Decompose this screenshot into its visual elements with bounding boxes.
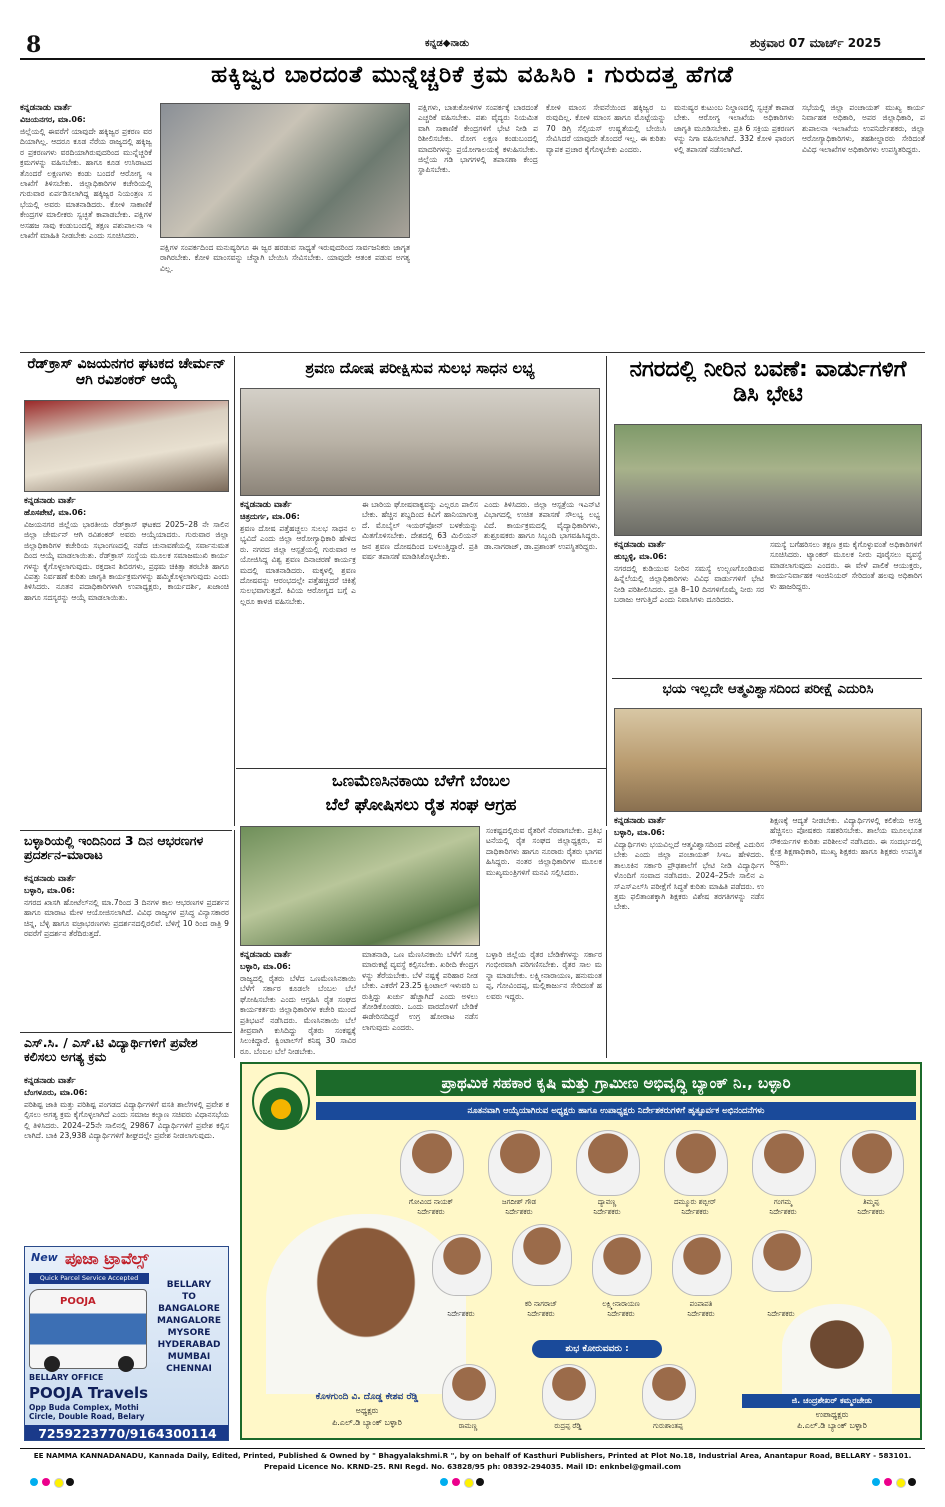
redcross-dateline: ಹೊಸಪೇಟೆ, ಮಾ.06: [24, 508, 87, 517]
director-role: ನಿರ್ದೇಶಕರು [593, 1208, 621, 1216]
director-photo [512, 1224, 572, 1286]
ad-address: Opp Buda Complex, Mothi Circle, Double Road, Belary [29, 1403, 145, 1421]
route-item: MANGALORE [157, 1316, 221, 1326]
vp-name: ಜಿ. ಚಂದ್ರಶೇಖರ್ ಕಮ್ಮರಚೇಡು [742, 1394, 922, 1408]
director-role: ನಿರ್ದೇಶಕರು [417, 1208, 445, 1216]
ad-tagline: Quick Parcel Service Accepted [29, 1273, 149, 1284]
director-name: ರುದ್ರಪ್ಪ ರೆಡ್ಡಿ [554, 1422, 582, 1430]
redcross-headline: ರೆಡ್‌ಕ್ರಾಸ್ ವಿಜಯನಗರ ಘಟಕದ ಚೇರ್ಮನ್ ಆಗಿ ರವಿಶಂಕರ್ ಆಯ್ಕೆ [27, 357, 226, 388]
wheel-icon [118, 1356, 134, 1372]
onion-headline-1: ಒಣಮೆಣಸಿನಕಾಯಿ ಬೆಳೆಗೆ ಬೆಂಬಲ [332, 772, 510, 790]
director-name: ಗಂಗಮ್ಮ [773, 1198, 793, 1206]
travels-ad[interactable] [24, 1246, 229, 1441]
route-item: BANGALORE [158, 1304, 220, 1314]
route-item: MYSORE [167, 1328, 211, 1338]
redcross-byline: ಕನ್ನಡನಾಡು ವಾರ್ತೆ [24, 496, 76, 506]
bank-title: ಪ್ರಾಥಮಿಕ ಸಹಕಾರ ಕೃಷಿ ಮತ್ತು ಗ್ರಾಮೀಣ ಅಭಿವೃದ್ಧಿ ಬ್ಯಾಂಕ್ ನಿ., ಬಳ್ಳಾರಿ [316, 1070, 916, 1096]
bank-ad[interactable] [240, 1062, 922, 1440]
director-name: ದ್ಯಾವಣ್ಣ [597, 1198, 617, 1206]
director-photo [542, 1364, 596, 1420]
jewel-byline: ಕನ್ನಡನಾಡು ವಾರ್ತೆ [24, 874, 76, 884]
route-item: CHENNAI [166, 1364, 212, 1374]
jewel-body: ನಗರದ ಖಾಸಗಿ ಹೋಟೆಲ್‌ನಲ್ಲಿ ಮಾ.7ರಿಂದ 3 ದಿನಗಳ ಕಾಲ ಆಭರಣಗಳ ಪ್ರದರ್ಶನ ಹಾಗೂ ಮಾರಾಟ ಮೇಳ ಆಯೋಜಿಸಲಾಗಿದೆ. ವಿವಿಧ ರಾಜ್ಯಗಳ ಪ್ರಸಿದ್ಧ ವಿನ್ಯಾಸಕಾರರ ಚಿನ್ನ, ಬೆಳ್ಳಿ ಹಾಗೂ ವಜ್ರಾಭರಣಗಳು ಪ್ರದರ್ಶನದಲ್ಲಿರಲಿವೆ. ಬೆಳಿಗ್ಗೆ 10 ರಿಂದ ರಾತ್ರಿ 9 ರವರೆಗೆ ಪ್ರದರ್ಶನ ತೆರೆದಿರುತ್ತದೆ. [24, 898, 229, 939]
water-photo [614, 424, 922, 536]
scst-dateline: ಬೆಂಗಳೂರು, ಮಾ.06: [24, 1088, 88, 1097]
vp-role: ಉಪಾಧ್ಯಕ್ಷರು [815, 1410, 849, 1419]
onion-col-3: ಸಂಕಷ್ಟದಲ್ಲಿರುವ ರೈತರಿಗೆ ನೆರವಾಗಬೇಕು. ಪ್ರತಿಭಟನೆಯಲ್ಲಿ ರೈತ ಸಂಘದ ಜಿಲ್ಲಾಧ್ಯಕ್ಷರು, ಪದಾಧಿಕಾರಿಗಳು ಹಾಗೂ ನೂರಾರು ರೈತರು ಭಾಗವಹಿಸಿದ್ದರು. ನಂತರ ಜಿಲ್ಲಾಧಿಕಾರಿಗಳ ಮೂಲಕ ಮುಖ್ಯಮಂತ್ರಿಗಳಿಗೆ ಮನವಿ ಸಲ್ಲಿಸಿದರು. [486, 826, 602, 877]
registration-mark-icon [66, 1478, 74, 1486]
ad-new-label: New [31, 1251, 58, 1264]
director-photo [840, 1130, 904, 1196]
scst-headline: ಎಸ್.ಸಿ. / ಎಸ್.ಟಿ ವಿದ್ಯಾರ್ಥಿಗಳಿಗೆ ಪ್ರವೇಶ ಕಲಿಸಲು ಅಗತ್ಯ ಕ್ರಮ [24, 1036, 198, 1064]
lead-photo [160, 103, 410, 238]
director-name: ಕರಿ ನಾಗರಾಜ್ [524, 1300, 558, 1308]
divider [236, 768, 606, 769]
lead-col-3: ಪಕ್ಷಿಗಳು, ಬಾತುಕೋಳಿಗಳ ಸಂಪರ್ಕಕ್ಕೆ ಬಾರದಂತೆ ಎಚ್ಚರಿಕೆ ವಹಿಸಬೇಕು. ಪಶು ವೈದ್ಯರು ನಿಯಮಿತವಾಗಿ ಸಾಕಾಣಿಕೆ ಕೇಂದ್ರಗಳಿಗೆ ಭೇಟಿ ನೀಡಿ ಪರಿಶೀಲಿಸಬೇಕು. ರೋಗ ಲಕ್ಷಣ ಕಂಡುಬಂದಲ್ಲಿ ಮಾದರಿಗಳನ್ನು ಪ್ರಯೋಗಾಲಯಕ್ಕೆ ಕಳುಹಿಸಬೇಕು. ಜಿಲ್ಲೆಯ ಗಡಿ ಭಾಗಗಳಲ್ಲಿ ತಪಾಸಣಾ ಕೇಂದ್ರ ಸ್ಥಾಪಿಸಬೇಕು. [418, 103, 538, 175]
registration-mark-icon [54, 1478, 64, 1488]
registration-mark-icon [42, 1478, 50, 1486]
director-role: ನಿರ್ದೇಶಕರು [681, 1208, 709, 1216]
water-headline: ನಗರದಲ್ಲಿ ನೀರಿನ ಬವಣೆ: ವಾರ್ಡುಗಳಿಗೆ ಡಿಸಿ ಭೇಟಿ [629, 358, 907, 407]
lead-col-6: ಸಭೆಯಲ್ಲಿ ಜಿಲ್ಲಾ ಪಂಚಾಯತ್ ಮುಖ್ಯ ಕಾರ್ಯನಿರ್ವಾಹಕ ಅಧಿಕಾರಿ, ಅಪರ ಜಿಲ್ಲಾಧಿಕಾರಿ, ಪಶುಪಾಲನಾ ಇಲಾಖೆಯ ಉಪನಿರ್ದೇಶಕರು, ಜಿಲ್ಲಾ ಆರೋಗ್ಯಾಧಿಕಾರಿಗಳು, ತಹಶೀಲ್ದಾರರು ಸೇರಿದಂತೆ ವಿವಿಧ ಇಲಾಖೆಗಳ ಅಧಿಕಾರಿಗಳು ಉಪಸ್ಥಿತರಿದ್ದರು. [802, 103, 925, 154]
hearing-dateline: ಚಿತ್ರದುರ್ಗ, ಮಾ.06: [240, 512, 300, 521]
exam-col-1: ವಿದ್ಯಾರ್ಥಿಗಳು ಭಯವಿಲ್ಲದೆ ಆತ್ಮವಿಶ್ವಾಸದಿಂದ ಪರೀಕ್ಷೆ ಎದುರಿಸಬೇಕು ಎಂದು ಜಿಲ್ಲಾ ಪಂಚಾಯತ್ ಸಿಇಒ ಹೇಳಿದರು. ತಾಲೂಕಿನ ಸರ್ಕಾರಿ ಪ್ರೌಢಶಾಲೆಗೆ ಭೇಟಿ ನೀಡಿ ವಿದ್ಯಾರ್ಥಿಗಳೊಂದಿಗೆ ಸಂವಾದ ನಡೆಸಿದರು. 2024–25ನೇ ಸಾಲಿನ ಎಸ್‌ಎಸ್‌ಎಲ್‌ಸಿ ಪರೀಕ್ಷೆಗೆ ಸಿದ್ಧತೆ ಕುರಿತು ಮಾಹಿತಿ ಪಡೆದರು. ಉತ್ತಮ ಫಲಿತಾಂಶಕ್ಕಾಗಿ ಶಿಕ್ಷಕರು ವಿಶೇಷ ತರಗತಿಗಳನ್ನು ನಡೆಸಬೇಕು. [614, 840, 764, 912]
registration-mark-icon [872, 1478, 880, 1486]
president-portrait [266, 1214, 466, 1394]
divider [20, 352, 925, 353]
president-name: ಕೊಳಗುಂದಿ ವಿ. ದೊಡ್ಡ ಕೇಶವ ರೆಡ್ಡಿ [315, 1392, 419, 1402]
registration-mark-icon [476, 1478, 484, 1486]
ad-name-en: POOJA Travels [29, 1384, 149, 1402]
director-role: ನಿರ್ದೇಶಕರು [857, 1208, 885, 1216]
paper-name: ಕನ್ನಡ◆ನಾಡು [425, 38, 470, 49]
director-role: ನಿರ್ದೇಶಕರು [607, 1310, 635, 1318]
imprint-line-2: Prepaid Licence No. KRND-25. RNI Regd. No. 63828/95 ph: 08392-294035. Mail ID: enknbel@gmail.com [263, 1462, 682, 1471]
director-photo [664, 1130, 728, 1196]
onion-col-1: ರಾಜ್ಯದಲ್ಲಿ ರೈತರು ಬೆಳೆದ ಒಣಮೆಣಸಿನಕಾಯಿ ಬೆಳೆಗೆ ಸರ್ಕಾರ ಕೂಡಲೇ ಬೆಂಬಲ ಬೆಲೆ ಘೋಷಿಸಬೇಕು ಎಂದು ಆಗ್ರಹಿಸಿ ರೈತ ಸಂಘದ ಕಾರ್ಯಕರ್ತರು ಜಿಲ್ಲಾಧಿಕಾರಿಗಳ ಕಚೇರಿ ಮುಂದೆ ಪ್ರತಿಭಟನೆ ನಡೆಸಿದರು. ಮೆಣಸಿನಕಾಯಿ ಬೆಲೆ ತೀವ್ರವಾಗಿ ಕುಸಿದಿದ್ದು ರೈತರು ಸಂಕಷ್ಟಕ್ಕೆ ಸಿಲುಕಿದ್ದಾರೆ. ಕ್ವಿಂಟಾಲ್‌ಗೆ ಕನಿಷ್ಠ 30 ಸಾವಿರ ರೂ. ಬೆಂಬಲ ಬೆಲೆ ನೀಡಬೇಕು. [240, 974, 356, 1055]
lead-headline: ಹಕ್ಕಿಜ್ವರ ಬಾರದಂತೆ ಮುನ್ನೆಚ್ಚರಿಕೆ ಕ್ರಮ ವಹಿಸಿರಿ : ಗುರುದತ್ತ ಹೆಗಡೆ [211, 63, 734, 88]
greeting-label: ಶುಭ ಕೋರುವವರು : [532, 1340, 662, 1358]
director-name: ಜಗದೀಶ್ ಗೌಡ [501, 1198, 537, 1206]
registration-mark-icon [452, 1478, 460, 1486]
water-byline: ಕನ್ನಡನಾಡು ವಾರ್ತೆ [614, 540, 666, 550]
registration-mark-icon [896, 1478, 906, 1488]
exam-col-2: ಶಿಕ್ಷಣಕ್ಕೆ ಆದ್ಯತೆ ನೀಡಬೇಕು. ವಿದ್ಯಾರ್ಥಿಗಳಲ್ಲಿ ಕಲಿಕೆಯ ಆಸಕ್ತಿ ಹೆಚ್ಚಿಸಲು ಪೋಷಕರು ಸಹಕರಿಸಬೇಕು. ಶಾಲೆಯ ಮೂಲಭೂತ ಸೌಕರ್ಯಗಳ ಕುರಿತು ಪರಿಶೀಲನೆ ನಡೆಸಿದರು. ಈ ಸಂದರ್ಭದಲ್ಲಿ ಕ್ಷೇತ್ರ ಶಿಕ್ಷಣಾಧಿಕಾರಿ, ಮುಖ್ಯ ಶಿಕ್ಷಕರು ಹಾಗೂ ಶಿಕ್ಷಕರು ಉಪಸ್ಥಿತರಿದ್ದರು. [770, 816, 922, 867]
route-list [149, 1279, 229, 1375]
onion-col-4: ಬಳ್ಳಾರಿ ಜಿಲ್ಲೆಯ ರೈತರ ಬೇಡಿಕೆಗಳನ್ನು ಸರ್ಕಾರ ಗಂಭೀರವಾಗಿ ಪರಿಗಣಿಸಬೇಕು. ರೈತರ ಸಾಲ ಮನ್ನಾ ಮಾಡಬೇಕು. ಲಕ್ಷ್ಮೀನಾರಾಯಣ, ಹನುಮಂತಪ್ಪ, ಗೋವಿಂದಪ್ಪ, ಮಲ್ಲಿಕಾರ್ಜುನ ಸೇರಿದಂತೆ ಹಲವರು ಇದ್ದರು. [486, 950, 602, 1001]
president-role: ಅಧ್ಯಕ್ಷರು [355, 1406, 379, 1415]
vp-portrait [782, 1304, 892, 1394]
masthead [20, 32, 925, 56]
director-photo [442, 1364, 496, 1420]
director-photo [642, 1364, 696, 1420]
lead-byline: ಕನ್ನಡನಾಡು ವಾರ್ತೆ [20, 103, 72, 113]
bank-logo-icon [252, 1072, 310, 1130]
jewel-headline: ಬಳ್ಳಾರಿಯಲ್ಲಿ ಇಂದಿನಿಂದ 3 ದಿನ ಆಭರಣಗಳ ಪ್ರದರ್ಶನ–ಮಾರಾಟ [24, 834, 204, 862]
scst-body: ಪರಿಶಿಷ್ಟ ಜಾತಿ ಮತ್ತು ಪರಿಶಿಷ್ಟ ಪಂಗಡದ ವಿದ್ಯಾರ್ಥಿಗಳಿಗೆ ವಸತಿ ಶಾಲೆಗಳಲ್ಲಿ ಪ್ರವೇಶ ಕಲ್ಪಿಸಲು ಅಗತ್ಯ ಕ್ರಮ ಕೈಗೊಳ್ಳಲಾಗಿದೆ ಎಂದು ಸಮಾಜ ಕಲ್ಯಾಣ ಸಚಿವರು ವಿಧಾನಸಭೆಯಲ್ಲಿ ತಿಳಿಸಿದರು. 2024–25ನೇ ಸಾಲಿನಲ್ಲಿ 29867 ವಿದ್ಯಾರ್ಥಿಗಳಿಗೆ ಪ್ರವೇಶ ಕಲ್ಪಿಸಲಾಗಿದೆ. ಬಾಕಿ 23,938 ವಿದ್ಯಾರ್ಥಿಗಳಿಗೆ ಶೀಘ್ರದಲ್ಲೇ ಪ್ರವೇಶ ನೀಡಲಾಗುವುದು. [24, 1100, 229, 1141]
masthead-rule [20, 58, 925, 60]
divider [20, 1032, 232, 1033]
registration-mark-icon [464, 1478, 474, 1488]
exam-headline: ಭಯ ಇಲ್ಲದೇ ಆತ್ಮವಿಶ್ವಾಸದಿಂದ ಪರೀಕ್ಷೆ ಎದುರಿಸಿ [662, 682, 874, 697]
director-role: ನಿರ್ದೇಶಕರು [505, 1208, 533, 1216]
registration-mark-icon [30, 1478, 38, 1486]
president-bank: ಪಿ.ಎಲ್.ಡಿ ಬ್ಯಾಂಕ್ ಬಳ್ಳಾರಿ [332, 1418, 402, 1427]
scst-byline: ಕನ್ನಡನಾಡು ವಾರ್ತೆ [24, 1076, 76, 1086]
director-photo [592, 1234, 652, 1296]
water-col-1: ನಗರದಲ್ಲಿ ಕುಡಿಯುವ ನೀರಿನ ಸಮಸ್ಯೆ ಉಲ್ಬಣಗೊಂಡಿರುವ ಹಿನ್ನೆಲೆಯಲ್ಲಿ ಜಿಲ್ಲಾಧಿಕಾರಿಗಳು ವಿವಿಧ ವಾರ್ಡುಗಳಿಗೆ ಭೇಟಿ ನೀಡಿ ಪರಿಶೀಲಿಸಿದರು. ಪ್ರತಿ 8–10 ದಿನಗಳಿಗೊಮ್ಮೆ ನೀರು ಸರಬರಾಜು ಆಗುತ್ತಿದೆ ಎಂದು ನಿವಾಸಿಗಳು ದೂರಿದರು. [614, 564, 764, 605]
bank-subtitle: ನೂತನವಾಗಿ ಆಯ್ಕೆಯಾಗಿರುವ ಅಧ್ಯಕ್ಷರು ಹಾಗೂ ಉಪಾಧ್ಯಕ್ಷರು ನಿರ್ದೇಶಕರುಗಳಿಗೆ ಹೃತ್ಪೂರ್ವಕ ಅಭಿನಂದನೆಗಳು [316, 1102, 916, 1120]
lead-story [20, 103, 925, 348]
hearing-col-1: ಶ್ರವಣ ದೋಷ ಪತ್ತೆಹಚ್ಚಲು ಸುಲಭ ಸಾಧನ ಲಭ್ಯವಿದೆ ಎಂದು ಜಿಲ್ಲಾ ಆರೋಗ್ಯಾಧಿಕಾರಿ ಹೇಳಿದರು. ನಗರದ ಜಿಲ್ಲಾ ಆಸ್ಪತ್ರೆಯಲ್ಲಿ ಗುರುವಾರ ಆಯೋಜಿಸಿದ್ದ ವಿಶ್ವ ಶ್ರವಣ ದಿನಾಚರಣೆ ಕಾರ್ಯಕ್ರಮದಲ್ಲಿ ಮಾತನಾಡಿದರು. ಮಕ್ಕಳಲ್ಲಿ ಶ್ರವಣ ದೋಷವನ್ನು ಆರಂಭದಲ್ಲೇ ಪತ್ತೆಹಚ್ಚಿದರೆ ಚಿಕಿತ್ಸೆ ಸುಲಭವಾಗುತ್ತದೆ. ಕಿವಿಯ ಆರೋಗ್ಯದ ಬಗ್ಗೆ ಎಲ್ಲರೂ ಕಾಳಜಿ ವಹಿಸಬೇಕು. [240, 524, 356, 606]
director-photo [752, 1130, 816, 1196]
hearing-col-2: ಈ ಬಾರಿಯ ಘೋಷವಾಕ್ಯವನ್ನು ಎಲ್ಲರೂ ಪಾಲಿಸಬೇಕು. ಹೆಚ್ಚಿನ ಶಬ್ದದಿಂದ ಕಿವಿಗೆ ಹಾನಿಯಾಗುತ್ತದೆ. ಮೊಬೈಲ್ ಇಯರ್‌ಫೋನ್ ಬಳಕೆಯನ್ನು ಮಿತಗೊಳಿಸಬೇಕು. ದೇಶದಲ್ಲಿ 63 ಮಿಲಿಯನ್ ಜನ ಶ್ರವಣ ದೋಷದಿಂದ ಬಳಲುತ್ತಿದ್ದಾರೆ. ಪ್ರತಿ ವರ್ಷ ತಪಾಸಣೆ ಮಾಡಿಸಿಕೊಳ್ಳಬೇಕು. [362, 500, 478, 562]
onion-headline-2: ಬೆಲೆ ಘೋಷಿಸಲು ರೈತ ಸಂಘ ಆಗ್ರಹ [325, 796, 517, 814]
water-dateline: ಹುಬ್ಬಳ್ಳಿ, ಮಾ.06: [614, 552, 667, 561]
lead-col-2: ಪಕ್ಷಿಗಳ ಸಂಪರ್ಕದಿಂದ ಮನುಷ್ಯರಿಗೂ ಈ ಜ್ವರ ಹರಡುವ ಸಾಧ್ಯತೆ ಇರುವುದರಿಂದ ಸಾರ್ವಜನಿಕರು ಜಾಗೃತರಾಗಿರಬೇಕು. ಕೋಳಿ ಮಾಂಸವನ್ನು ಚೆನ್ನಾಗಿ ಬೇಯಿಸಿ ಸೇವಿಸಬೇಕು. ಯಾವುದೇ ಆತಂಕ ಪಡುವ ಅಗತ್ಯವಿಲ್ಲ. [160, 243, 410, 273]
page-number: 8 [26, 32, 42, 58]
redcross-photo [24, 400, 229, 492]
lead-col-5: ಮನುಷ್ಯರ ಕುಟುಂಬ ನಿಲ್ದಾಣದಲ್ಲಿ ಸ್ವಚ್ಛತೆ ಕಾಪಾಡಬೇಕು. ಆರೋಗ್ಯ ಇಲಾಖೆಯ ಅಧಿಕಾರಿಗಳು ಜಾಗೃತಿ ಮೂಡಿಸಬೇಕು. ಪ್ರತಿ 6 ಸಕ್ರಿಯ ಪ್ರಕರಣಗಳನ್ನು ನಿಗಾ ವಹಿಸಲಾಗಿದೆ. 332 ಕೋಳಿ ಫಾರಂಗಳಲ್ಲಿ ತಪಾಸಣೆ ನಡೆಸಲಾಗಿದೆ. [674, 103, 794, 154]
director-photo [576, 1130, 640, 1196]
director-role: ನಿರ್ದೇಶಕರು [769, 1208, 797, 1216]
director-name: ಪಂಪಾಪತಿ [689, 1300, 713, 1308]
director-photo [672, 1234, 732, 1296]
registration-mark-icon [884, 1478, 892, 1486]
director-photo [752, 1230, 812, 1292]
exam-byline: ಕನ್ನಡನಾಡು ವಾರ್ತೆ [614, 816, 666, 826]
imprint-line-1: EE NAMMA KANNADANADU, Kannada Daily, Edited, Printed, Published & Owned by " Bhagyalakshmi.R ", by on behalf of Kasthuri Publishers, Printed at Plot No.18, Industrial Area, Anantapur Road, BELLARY - 583101. [33, 1451, 912, 1460]
director-role: ನಿರ್ದೇಶಕರು [527, 1310, 555, 1318]
bus-illustration [29, 1289, 147, 1369]
director-photo [488, 1130, 552, 1196]
lead-col-4: ಕೋಳಿ ಮಾಂಸ ಸೇವನೆಯಿಂದ ಹಕ್ಕಿಜ್ವರ ಬರುವುದಿಲ್ಲ. ಕೋಳಿ ಮಾಂಸ ಹಾಗೂ ಮೊಟ್ಟೆಯನ್ನು 70 ಡಿಗ್ರಿ ಸೆಲ್ಸಿಯಸ್ ಉಷ್ಣತೆಯಲ್ಲಿ ಬೇಯಿಸಿ ಸೇವಿಸಿದರೆ ಯಾವುದೇ ತೊಂದರೆ ಇಲ್ಲ. ಈ ಕುರಿತು ವ್ಯಾಪಕ ಪ್ರಚಾರ ಕೈಗೊಳ್ಳಬೇಕು ಎಂದರು. [546, 103, 666, 154]
exam-photo [614, 708, 922, 812]
divider [20, 830, 232, 831]
onion-byline: ಕನ್ನಡನಾಡು ವಾರ್ತೆ [240, 950, 292, 960]
director-name: ದಮ್ಮೂರು ಶಬ್ಬೀರ್ [673, 1198, 717, 1206]
ad-office: BELLARY OFFICE [29, 1373, 104, 1382]
director-name: ತಿಮ್ಮಪ್ಪ [862, 1198, 880, 1206]
hearing-col-3: ಎಂದು ತಿಳಿಸಿದರು. ಜಿಲ್ಲಾ ಆಸ್ಪತ್ರೆಯ ಇಎನ್‌ಟಿ ವಿಭಾಗದಲ್ಲಿ ಉಚಿತ ತಪಾಸಣೆ ಸೌಲಭ್ಯ ಲಭ್ಯವಿದೆ. ಕಾರ್ಯಕ್ರಮದಲ್ಲಿ ವೈದ್ಯಾಧಿಕಾರಿಗಳು, ಶುಶ್ರೂಷಕರು ಹಾಗೂ ಸಿಬ್ಬಂದಿ ಭಾಗವಹಿಸಿದ್ದರು. ಡಾ.ನಾಗರಾಜ್, ಡಾ.ಪ್ರಶಾಂತ್ ಉಪಸ್ಥಿತರಿದ್ದರು. [484, 500, 600, 551]
director-role: ನಿರ್ದೇಶಕರು [767, 1310, 795, 1318]
hearing-headline: ಶ್ರವಣ ದೋಷ ಪರೀಕ್ಷಿಸುವ ಸುಲಭ ಸಾಧನ ಲಭ್ಯ [305, 360, 535, 377]
director-role: ನಿರ್ದೇಶಕರು [447, 1310, 475, 1318]
bus-text: POOJA [60, 1296, 96, 1307]
divider [234, 830, 235, 1058]
divider [606, 830, 607, 1058]
onion-col-2: ಮಾತನಾಡಿ, ಒಣ ಮೆಣಸಿನಕಾಯಿ ಬೆಳೆಗೆ ಸೂಕ್ತ ಮಾರುಕಟ್ಟೆ ವ್ಯವಸ್ಥೆ ಕಲ್ಪಿಸಬೇಕು. ಖರೀದಿ ಕೇಂದ್ರಗಳನ್ನು ತೆರೆಯಬೇಕು. ಬೆಳೆ ನಷ್ಟಕ್ಕೆ ಪರಿಹಾರ ನೀಡಬೇಕು. ಎಕರೆಗೆ 23.25 ಕ್ವಿಂಟಾಲ್ ಇಳುವರಿ ಬರುತ್ತಿದ್ದು ಖರ್ಚು ಹೆಚ್ಚಾಗಿದೆ ಎಂದು ಅಳಲು ತೋಡಿಕೊಂಡರು. ಒಂದು ವಾರದೊಳಗೆ ಬೇಡಿಕೆ ಈಡೇರಿಸದಿದ್ದರೆ ಉಗ್ರ ಹೋರಾಟ ನಡೆಸಲಾಗುವುದು ಎಂದರು. [362, 950, 478, 1032]
director-name: ಗೋವಿಂದ ನಾಯಕ್ [408, 1198, 454, 1206]
director-photo [400, 1130, 464, 1196]
wheel-icon [44, 1356, 60, 1372]
redcross-body: ವಿಜಯನಗರ ಜಿಲ್ಲೆಯ ಭಾರತೀಯ ರೆಡ್‌ಕ್ರಾಸ್ ಘಟಕದ 2025–28 ನೇ ಸಾಲಿನ ಜಿಲ್ಲಾ ಚೇರ್ಮನ್ ಆಗಿ ರವಿಶಂಕರ್ ಅವರು ಆಯ್ಕೆಯಾದರು. ಗುರುವಾರ ಜಿಲ್ಲಾ ಜಿಲ್ಲಾಧಿಕಾರಿಗಳ ಕಚೇರಿಯ ಸಭಾಂಗಣದಲ್ಲಿ ನಡೆದ ಚುನಾವಣೆಯಲ್ಲಿ ಸರ್ವಾನುಮತದಿಂದ ಆಯ್ಕೆ ಮಾಡಲಾಯಿತು. ರೆಡ್‌ಕ್ರಾಸ್ ಸಂಸ್ಥೆಯ ಮೂಲಕ ಸಮಾಜಮುಖಿ ಕಾರ್ಯಗಳನ್ನು ಕೈಗೊಳ್ಳಲಾಗುವುದು. ರಕ್ತದಾನ ಶಿಬಿರಗಳು, ಪ್ರಥಮ ಚಿಕಿತ್ಸಾ ತರಬೇತಿ ಹಾಗೂ ವಿಪತ್ತು ನಿರ್ವಹಣೆ ಕುರಿತು ಜಾಗೃತಿ ಕಾರ್ಯಕ್ರಮಗಳನ್ನು ಹಮ್ಮಿಕೊಳ್ಳಲಾಗುವುದು ಎಂದು ತಿಳಿಸಿದರು. ನೂತನ ಪದಾಧಿಕಾರಿಗಳಾಗಿ ಉಪಾಧ್ಯಕ್ಷರು, ಕಾರ್ಯದರ್ಶಿ, ಖಜಾಂಚಿ ಹಾಗೂ ಸದಸ್ಯರನ್ನು ಆಯ್ಕೆ ಮಾಡಲಾಯಿತು. [24, 520, 229, 602]
divider [606, 356, 607, 826]
water-col-2: ಸಮಸ್ಯೆ ಬಗೆಹರಿಸಲು ತಕ್ಷಣ ಕ್ರಮ ಕೈಗೊಳ್ಳುವಂತೆ ಅಧಿಕಾರಿಗಳಿಗೆ ಸೂಚಿಸಿದರು. ಟ್ಯಾಂಕರ್ ಮೂಲಕ ನೀರು ಪೂರೈಸಲು ವ್ಯವಸ್ಥೆ ಮಾಡಲಾಗುವುದು ಎಂದರು. ಈ ವೇಳೆ ಪಾಲಿಕೆ ಆಯುಕ್ತರು, ಕಾರ್ಯನಿರ್ವಾಹಕ ಇಂಜಿನಿಯರ್ ಸೇರಿದಂತೆ ಹಲವು ಅಧಿಕಾರಿಗಳು ಹಾಜರಿದ್ದರು. [770, 540, 922, 591]
divider [612, 678, 922, 679]
director-photo [432, 1234, 492, 1296]
vp-bank: ಪಿ.ಎಲ್.ಡಿ ಬ್ಯಾಂಕ್ ಬಳ್ಳಾರಿ [797, 1421, 867, 1430]
registration-mark-icon [908, 1478, 916, 1486]
route-item: MUMBAI [167, 1352, 211, 1362]
ad-name-kn: ಪೂಜಾ ಟ್ರಾವೆಲ್ಸ್ [65, 1249, 149, 1268]
route-item: BELLARY [166, 1280, 212, 1290]
director-name: ಗುರುಶಾಂತಪ್ಪ [652, 1422, 684, 1430]
hearing-byline: ಕನ್ನಡನಾಡು ವಾರ್ತೆ [240, 500, 292, 510]
issue-date: ಶುಕ್ರವಾರ 07 ಮಾರ್ಚ್ 2025 [750, 36, 882, 50]
route-item: HYDERABAD [157, 1340, 221, 1350]
lead-col-1: ಜಿಲ್ಲೆಯಲ್ಲಿ ಈವರೆಗೆ ಯಾವುದೇ ಹಕ್ಕಿಜ್ವರ ಪ್ರಕರಣ ವರದಿಯಾಗಿಲ್ಲ. ಆದರೂ ಕೂಡ ನೆರೆಯ ರಾಜ್ಯದಲ್ಲಿ ಹಕ್ಕಿಜ್ವರ ಪ್ರಕರಣಗಳು ವರದಿಯಾಗಿರುವುದರಿಂದ ಮುನ್ನೆಚ್ಚರಿಕೆ ಕ್ರಮಗಳನ್ನು ವಹಿಸಬೇಕು. ಹಾಗೂ ಕೂಡ ಉಸಿರಾಟದ ತೊಂದರೆ ಲಕ್ಷಣಗಳು ಕಂಡು ಬಂದರೆ ಆರೋಗ್ಯ ಇಲಾಖೆಗೆ ತಿಳಿಸಬೇಕು. ಜಿಲ್ಲಾಧಿಕಾರಿಗಳ ಕಚೇರಿಯಲ್ಲಿ ಗುರುವಾರ ಏರ್ಪಡಿಸಲಾಗಿದ್ದ ಹಕ್ಕಿಜ್ವರ ನಿಯಂತ್ರಣ ಸಭೆಯಲ್ಲಿ ಅವರು ಮಾತನಾಡಿದರು. ಕೋಳಿ ಸಾಕಾಣಿಕೆ ಕೇಂದ್ರಗಳ ಮಾಲೀಕರು ಸ್ವಚ್ಛತೆ ಕಾಪಾಡಬೇಕು. ಪಕ್ಷಿಗಳ ಅಸಹಜ ಸಾವು ಕಂಡುಬಂದಲ್ಲಿ ತಕ್ಷಣ ಪಶುಪಾಲನಾ ಇಲಾಖೆಗೆ ಮಾಹಿತಿ ನೀಡಬೇಕು ಎಂದು ಸೂಚಿಸಿದರು. [20, 127, 152, 241]
footer-rule [20, 1448, 925, 1449]
lead-dateline: ವಿಜಯನಗರ, ಮಾ.06: [20, 115, 86, 124]
jewel-dateline: ಬಳ್ಳಾರಿ, ಮಾ.06: [24, 886, 75, 895]
director-name: ಲಕ್ಷ್ಮೀನಾರಾಯಣ [602, 1300, 640, 1308]
hearing-photo [240, 388, 600, 496]
exam-dateline: ಬಳ್ಳಾರಿ, ಮಾ.06: [614, 828, 665, 837]
onion-photo [240, 826, 480, 946]
ad-phone[interactable]: 7259223770/9164300114 [25, 1425, 229, 1441]
divider [234, 356, 235, 826]
director-name: ರಾಮಣ್ಣ [458, 1422, 478, 1430]
onion-dateline: ಬಳ್ಳಾರಿ, ಮಾ.06: [240, 962, 291, 971]
director-role: ನಿರ್ದೇಶಕರು [687, 1310, 715, 1318]
route-item: TO [182, 1292, 196, 1302]
registration-mark-icon [440, 1478, 448, 1486]
